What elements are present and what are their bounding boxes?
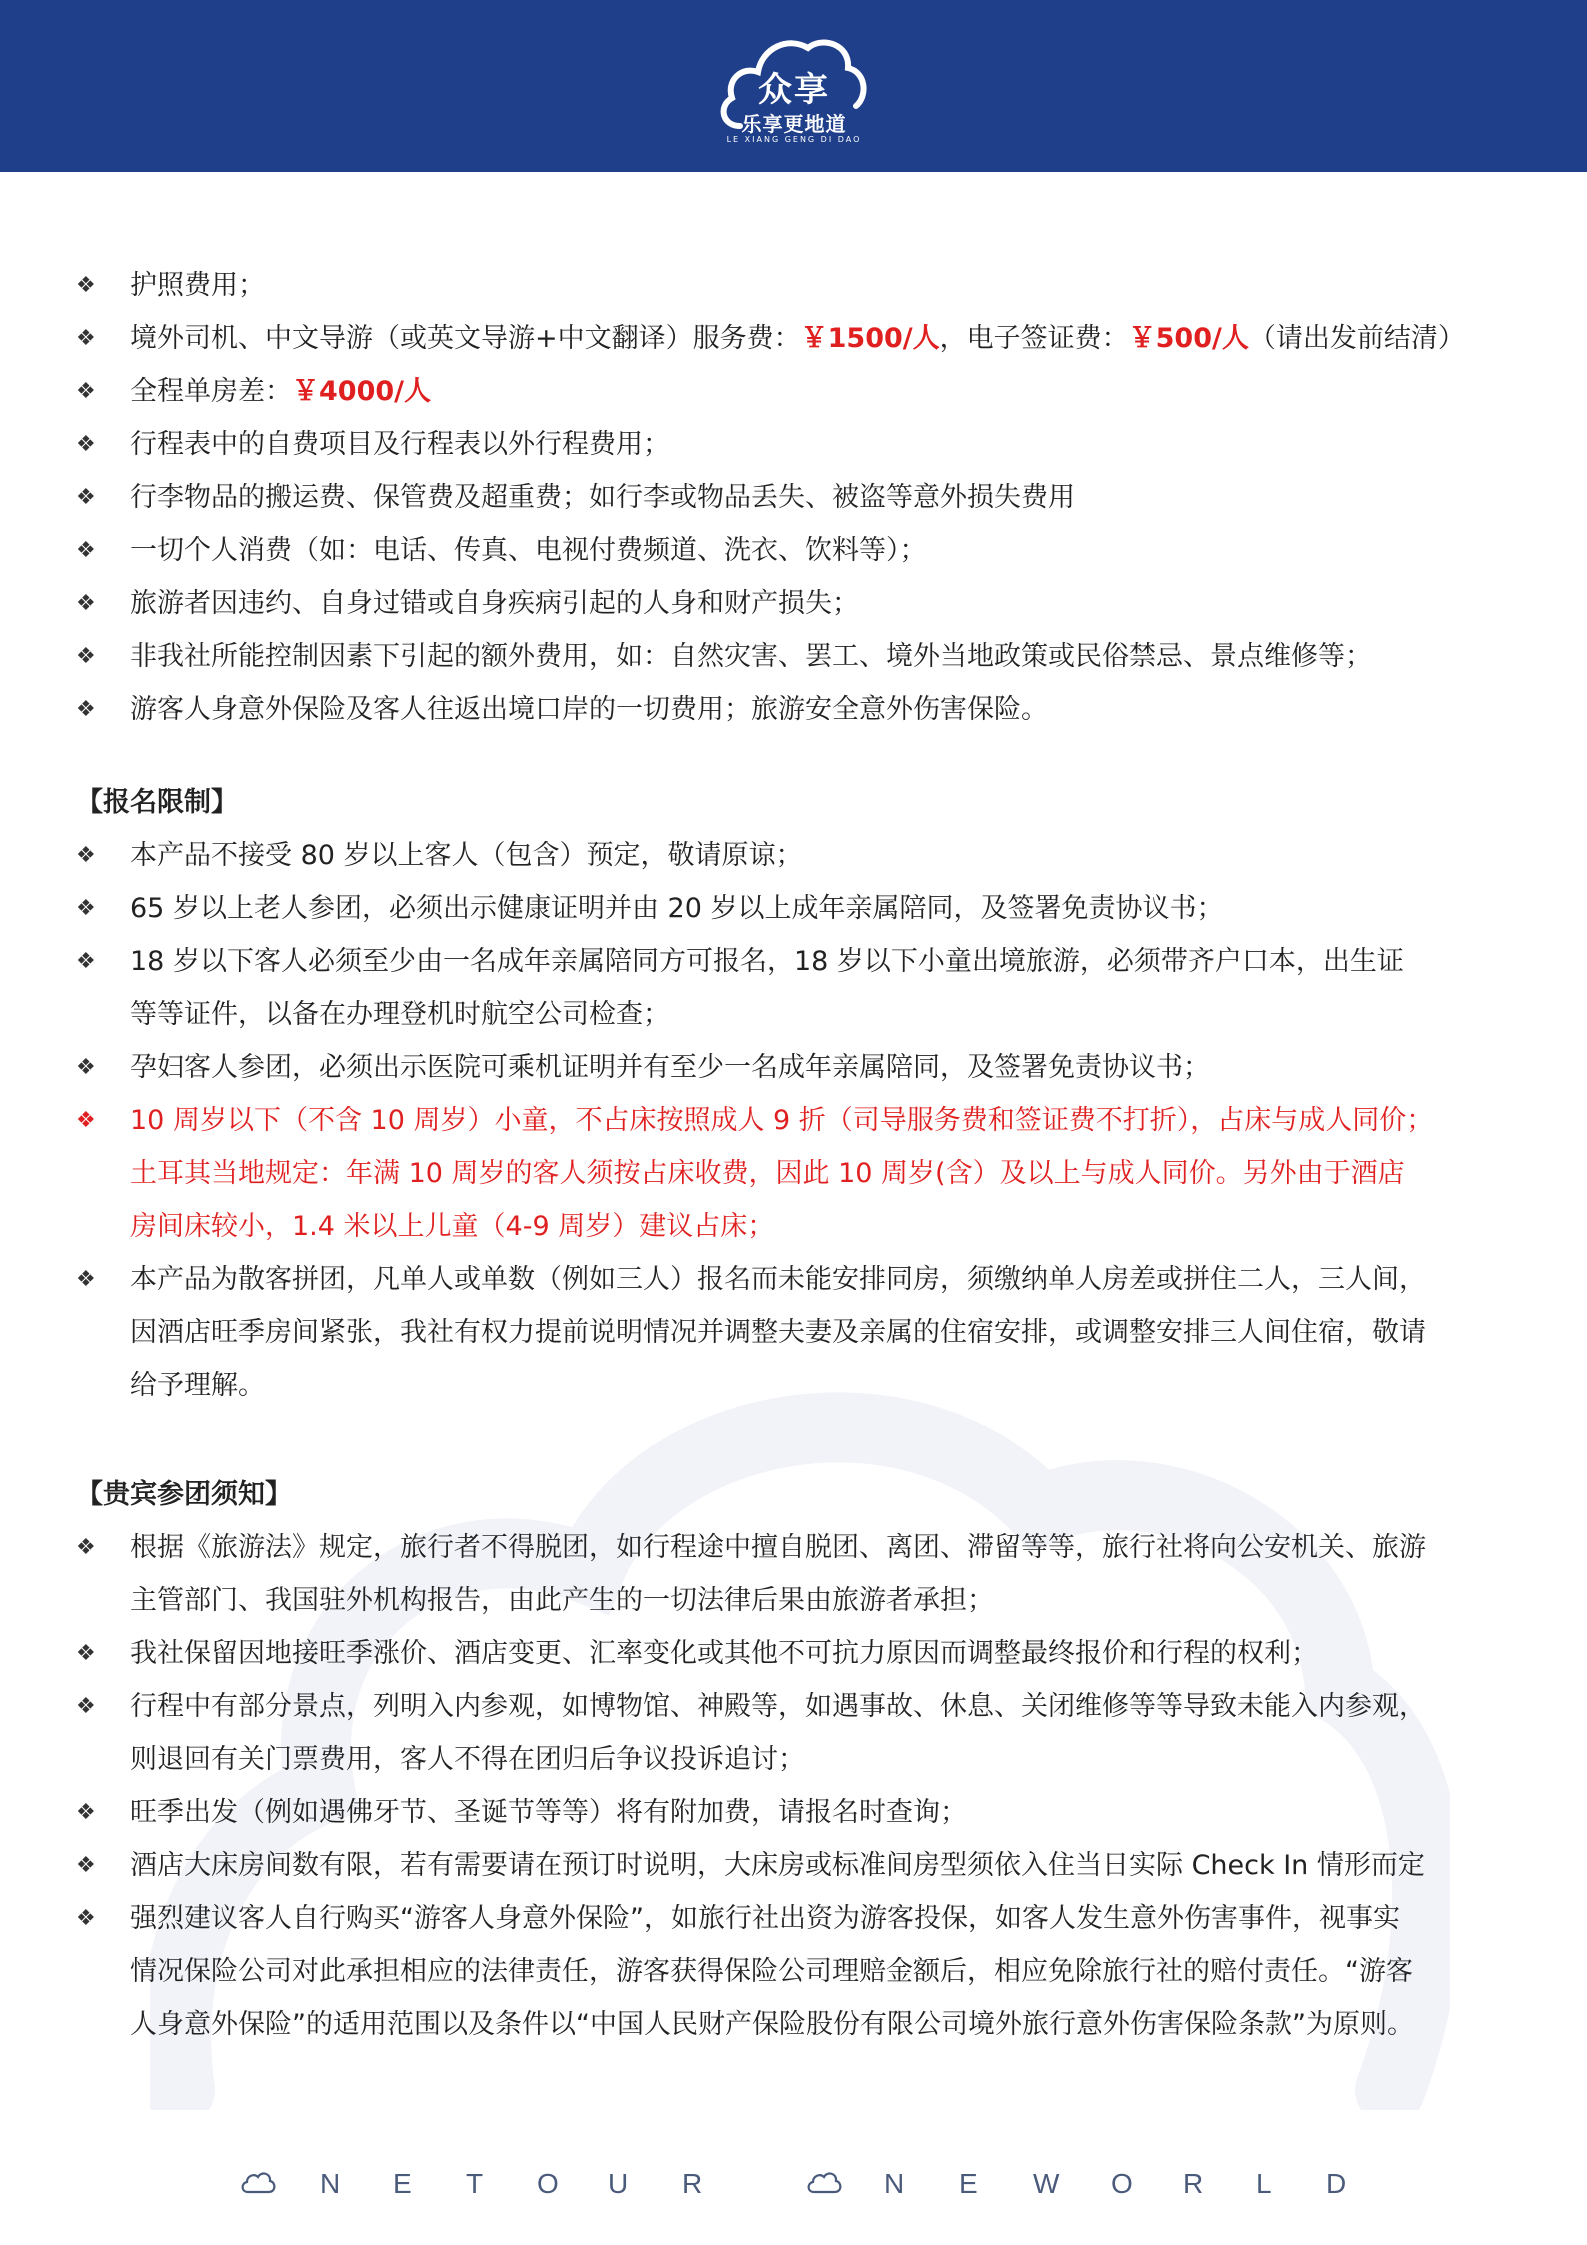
list-item	[76, 1041, 1506, 1094]
item-line: 旺季出发（例如遇佛牙节、圣诞节等等）将有附加费，请报名时查询；	[130, 1797, 967, 1828]
list-item	[76, 312, 1506, 365]
item-text: （请出发前结清）	[1248, 323, 1465, 354]
item-line: 因酒店旺季房间紧张，我社有权力提前说明情况并调整夫妻及亲属的住宿安排，或调整安排三人间住宿，敬请	[130, 1317, 1426, 1348]
item-text: 旅游者因违约、自身过错或自身疾病引起的人身和财产损失；	[130, 588, 859, 619]
list-item-highlight	[76, 1094, 1506, 1253]
list-item	[76, 683, 1506, 736]
list-item	[76, 1521, 1506, 1627]
footer-letter: T	[466, 2168, 484, 2199]
footer-letter: N	[320, 2168, 341, 2199]
bullet-icon: ❖	[76, 1694, 96, 1719]
list-item	[76, 1892, 1506, 2051]
footer-letter: W	[1033, 2168, 1060, 2199]
cloud-o-icon	[240, 2170, 276, 2196]
item-line: 18 岁以下客人必须至少由一名成年亲属陪同方可报名，18 岁以下小童出境旅游，必须带齐户口本，出生证	[130, 946, 1404, 977]
logo-subtitle: 乐享更地道	[741, 112, 847, 136]
footer-letter: N	[884, 2168, 905, 2199]
item-line: 强烈建议客人自行购买“游客人身意外保险”，如旅行社出资为游客投保，如客人发生意外伤害事件，视事实	[130, 1903, 1400, 1934]
notice-title: 【贵宾参团须知】	[76, 1479, 292, 1510]
footer-letter: O	[1111, 2168, 1133, 2199]
page-header	[0, 0, 1587, 172]
footer-letter: E	[959, 2168, 978, 2199]
list-item	[76, 1786, 1506, 1839]
list-item	[76, 1253, 1506, 1412]
item-line: 等等证件，以备在办理登机时航空公司检查；	[130, 999, 670, 1030]
item-text: 境外司机、中文导游（或英文导游+中文翻译）服务费：	[130, 323, 801, 354]
notice-list	[76, 1521, 1506, 2051]
cloud-o-icon	[806, 2170, 842, 2196]
footer-letter: D	[1326, 2168, 1347, 2199]
item-text: 全程单房差：	[130, 376, 292, 407]
bullet-icon: ❖	[76, 896, 96, 921]
list-item	[76, 524, 1506, 577]
bullet-icon: ❖	[76, 697, 96, 722]
bullet-icon: ❖	[76, 538, 96, 563]
logo-title: 众享	[758, 70, 830, 110]
item-line: 土耳其当地规定：年满 10 周岁的客人须按占床收费，因此 10 周岁(含）及以上与成人同价。另外由于酒店	[130, 1158, 1405, 1189]
bullet-icon: ❖	[76, 1108, 96, 1133]
page-footer	[240, 2160, 1370, 2208]
item-line: 本产品不接受 80 岁以上客人（包含）预定，敬请原谅；	[130, 840, 803, 871]
item-text: 一切个人消费（如：电话、传真、电视付费频道、洗衣、饮料等）；	[130, 535, 927, 566]
item-line: 则退回有关门票费用，客人不得在团归后争议投诉追讨；	[130, 1744, 805, 1775]
list-item	[76, 1680, 1506, 1786]
logo-pinyin: LE XIANG GENG DI DAO	[726, 135, 862, 144]
bullet-icon: ❖	[76, 644, 96, 669]
list-item	[76, 1627, 1506, 1680]
footer-letter: L	[1256, 2168, 1272, 2199]
item-text: ，电子签证费：	[939, 323, 1129, 354]
footer-letter: O	[537, 2168, 559, 2199]
visa-fee-price: ￥500/人	[1128, 323, 1249, 354]
item-line: 根据《旅游法》规定，旅行者不得脱团，如行程途中擅自脱团、离团、滞留等等，旅行社将向公安机关、旅游	[130, 1532, 1426, 1563]
bullet-icon: ❖	[76, 1267, 96, 1292]
bullet-icon: ❖	[76, 1800, 96, 1825]
list-item	[76, 1839, 1506, 1892]
document-body	[76, 259, 1506, 2051]
item-line: 给予理解。	[130, 1370, 265, 1401]
item-line: 行程中有部分景点，列明入内参观，如博物馆、神殿等，如遇事故、休息、关闭维修等等导致未能入内参观，	[130, 1691, 1426, 1722]
bullet-icon: ❖	[76, 1055, 96, 1080]
list-item	[76, 630, 1506, 683]
item-line: 房间床较小，1.4 米以上儿童（4-9 周岁）建议占床；	[130, 1211, 775, 1242]
item-text: 行程表中的自费项目及行程表以外行程费用；	[130, 429, 670, 460]
bullet-icon: ❖	[76, 485, 96, 510]
item-line: 情况保险公司对此承担相应的法律责任，游客获得保险公司理赔金额后，相应免除旅行社的赔付责任。“游客	[130, 1956, 1413, 1987]
registration-list	[76, 829, 1506, 1412]
item-line: 主管部门、我国驻外机构报告，由此产生的一切法律后果由旅游者承担；	[130, 1585, 994, 1616]
bullet-icon: ❖	[76, 1853, 96, 1878]
list-item	[76, 935, 1506, 1041]
item-line: 我社保留因地接旺季涨价、酒店变更、汇率变化或其他不可抗力原因而调整最终报价和行程的权利；	[130, 1638, 1318, 1669]
cost-excluded-list	[76, 259, 1506, 736]
footer-letter: R	[1183, 2168, 1204, 2199]
item-line: 人身意外保险”的适用范围以及条件以“中国人民财产保险股份有限公司境外旅行意外伤害保险条款”为原则。	[130, 2009, 1414, 2040]
list-item	[76, 829, 1506, 882]
item-text: 游客人身意外保险及客人往返出境口岸的一切费用；旅游安全意外伤害保险。	[130, 694, 1048, 725]
item-line: 孕妇客人参团，必须出示医院可乘机证明并有至少一名成年亲属陪同，及签署免责协议书；	[130, 1052, 1210, 1083]
single-room-price: ￥4000/人	[292, 376, 432, 407]
bullet-icon: ❖	[76, 843, 96, 868]
bullet-icon: ❖	[76, 591, 96, 616]
item-text: 护照费用；	[130, 270, 265, 301]
bullet-icon: ❖	[76, 432, 96, 457]
bullet-icon: ❖	[76, 1906, 96, 1931]
bullet-icon: ❖	[76, 326, 96, 351]
list-item	[76, 365, 1506, 418]
item-line: 65 岁以上老人参团，必须出示健康证明并由 20 岁以上成年亲属陪同，及签署免责协议书；	[130, 893, 1224, 924]
guide-fee-price: ￥1500/人	[800, 323, 940, 354]
bullet-icon: ❖	[76, 273, 96, 298]
registration-title: 【报名限制】	[76, 787, 238, 818]
footer-letter: R	[682, 2168, 703, 2199]
bullet-icon: ❖	[76, 1535, 96, 1560]
bullet-icon: ❖	[76, 1641, 96, 1666]
item-line: 本产品为散客拼团，凡单人或单数（例如三人）报名而未能安排同房，须缴纳单人房差或拼住二人，三人间，	[130, 1264, 1426, 1295]
list-item	[76, 418, 1506, 471]
footer-letter: U	[608, 2168, 629, 2199]
list-item	[76, 471, 1506, 524]
item-text: 非我社所能控制因素下引起的额外费用，如：自然灾害、罢工、境外当地政策或民俗禁忌、景点维修等；	[130, 641, 1372, 672]
bullet-icon: ❖	[76, 949, 96, 974]
bullet-icon: ❖	[76, 379, 96, 404]
list-item	[76, 577, 1506, 630]
item-text: 行李物品的搬运费、保管费及超重费；如行李或物品丢失、被盗等意外损失费用	[130, 482, 1075, 513]
list-item	[76, 259, 1506, 312]
brand-logo	[718, 22, 870, 150]
footer-letter: E	[393, 2168, 412, 2199]
item-line: 10 周岁以下（不含 10 周岁）小童，不占床按照成人 9 折（司导服务费和签证费不打折），占床与成人同价；	[130, 1105, 1434, 1136]
item-line: 酒店大床房间数有限，若有需要请在预订时说明，大床房或标准间房型须依入住当日实际 Check In 情形而定	[130, 1850, 1425, 1881]
list-item	[76, 882, 1506, 935]
